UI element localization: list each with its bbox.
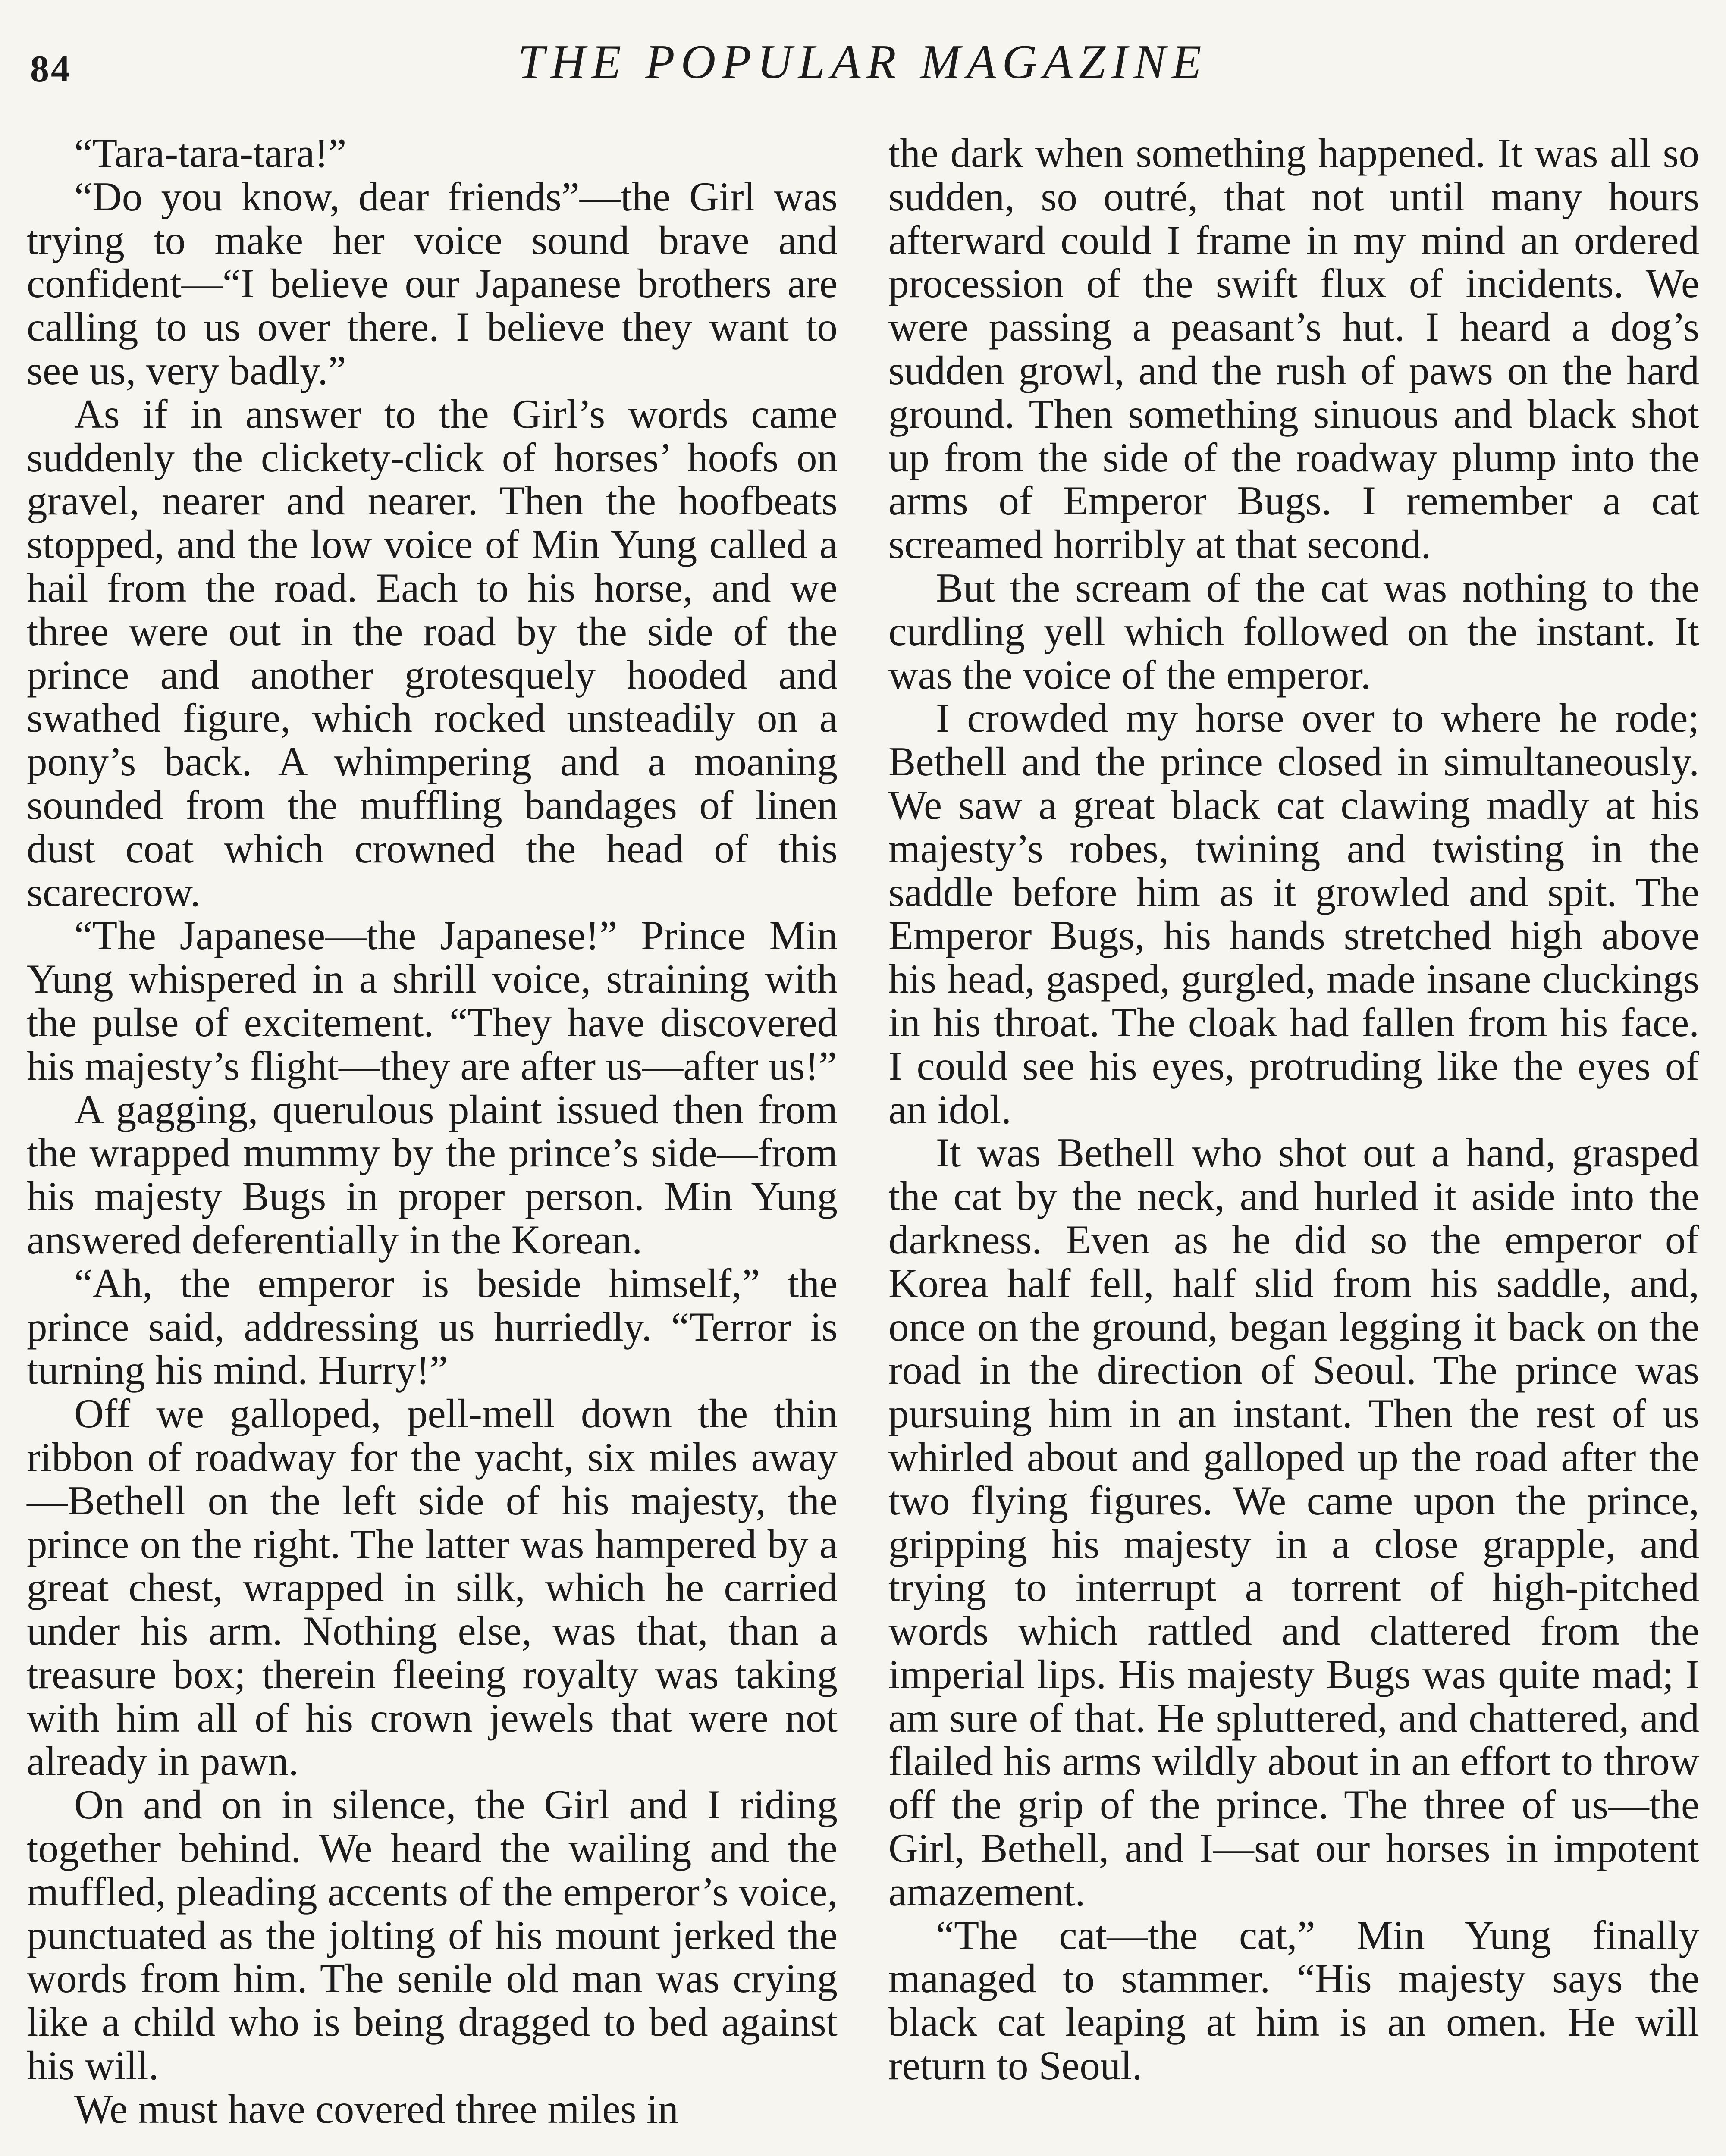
paragraph: “Tara-tara-tara!” xyxy=(74,130,347,176)
paragraph: “The cat—the cat,” Min Yung finally managed to stammer. “His majesty says the black cat leaping at him is an omen. He will return to Seoul. xyxy=(888,1912,1699,2089)
paragraph: “Ah, the emperor is beside himself,” the prince said, addressing us hurriedly. “Terror is turning his mind. Hurry!” xyxy=(27,1260,838,1393)
left-column xyxy=(27,132,838,2156)
running-title: THE POPULAR MAGAZINE xyxy=(518,35,1208,89)
paragraph: “The Japanese—the Japanese!” Prince Min Yung whispered in a shrill voice, straining with the pulse of excitement. “They have discovered his majesty’s flight—they are after us—after us!” xyxy=(27,912,838,1089)
page-header xyxy=(0,0,1726,142)
paragraph: Off we galloped, pell-mell down the thin ribbon of roadway for the yacht, six miles away—Bethell on the left side of his majesty, the prince on the right. The latter was hampered by a great chest, wrapped in silk, which he carried under his arm. Nothing else, was that, than a treasure box; therein fleeing royalty was taking with him all of his crown jewels that were not already in pawn. xyxy=(27,1391,838,1784)
paragraph: On and on in silence, the Girl and I riding together behind. We heard the wailing and the muffled, pleading accents of the emperor’s voice, punctuated as the jolting of his mount jerked the words from him. The senile old man was crying like a child who is being dragged to bed against his will. xyxy=(27,1782,838,2089)
right-column xyxy=(888,132,1699,2156)
paragraph: We must have covered three miles in xyxy=(74,2086,679,2132)
paragraph: But the scream of the cat was nothing to the curdling yell which followed on the instant. It was the voice of the emperor. xyxy=(888,564,1699,698)
paragraph: A gagging, querulous plaint issued then from the wrapped mummy by the prince’s side—from his majesty Bugs in proper person. Min Yung answered deferentially in the Korean. xyxy=(27,1086,838,1263)
paragraph: “Do you know, dear friends”—the Girl was trying to make her voice sound brave and confident—“I believe our Japanese brothers are calling to us over there. I believe they want to see us, very badly.” xyxy=(27,173,838,393)
paragraph: I crowded my horse over to where he rode; Bethell and the prince closed in simultaneously. We saw a great black cat clawing madly at his majesty’s robes, twining and twisting in the saddle before him as it growled and spit. The Emperor Bugs, his hands stretched high above his head, gasped, gurgled, made insane cluckings in his throat. The cloak had fallen from his face. I could see his eyes, protruding like the eyes of an idol. xyxy=(888,695,1699,1132)
page-number: 84 xyxy=(30,48,72,90)
paragraph: As if in answer to the Girl’s words came suddenly the clickety-click of horses’ hoofs on gravel, nearer and nearer. Then the hoofbeats stopped, and the low voice of Min Yung called a hail from the road. Each to his horse, and we three were out in the road by the side of the prince and another grotesquely hooded and swathed figure, which rocked unsteadily on a pony’s back. A whimpering and a moaning sounded from the muffling bandages of linen dust coat which crowned the head of this scarecrow. xyxy=(27,391,838,915)
paragraph: It was Bethell who shot out a hand, grasped the cat by the neck, and hurled it aside into the darkness. Even as he did so the emperor of Korea half fell, half slid from his saddle, and, once on the ground, began legging it back on the road in the direction of Seoul. The prince was pursuing him in an instant. Then the rest of us whirled about and galloped up the road after the two flying figures. We came upon the prince, gripping his majesty in a close grapple, and trying to interrupt a torrent of high-pitched words which rattled and clattered from the imperial lips. His majesty Bugs was quite mad; I am sure of that. He spluttered, and chattered, and flailed his arms wildly about in an effort to throw off the grip of the prince. The three of us—the Girl, Bethell, and I—sat our horses in impotent amazement. xyxy=(888,1130,1699,1915)
paragraph: the dark when something happened. It was all so sudden, so outré, that not until many hours afterward could I frame in my mind an ordered procession of the swift flux of incidents. We were passing a peasant’s hut. I heard a dog’s sudden growl, and the rush of paws on the hard ground. Then something sinuous and black shot up from the side of the roadway plump into the arms of Emperor Bugs. I remember a cat screamed horribly at that second. xyxy=(888,130,1699,567)
